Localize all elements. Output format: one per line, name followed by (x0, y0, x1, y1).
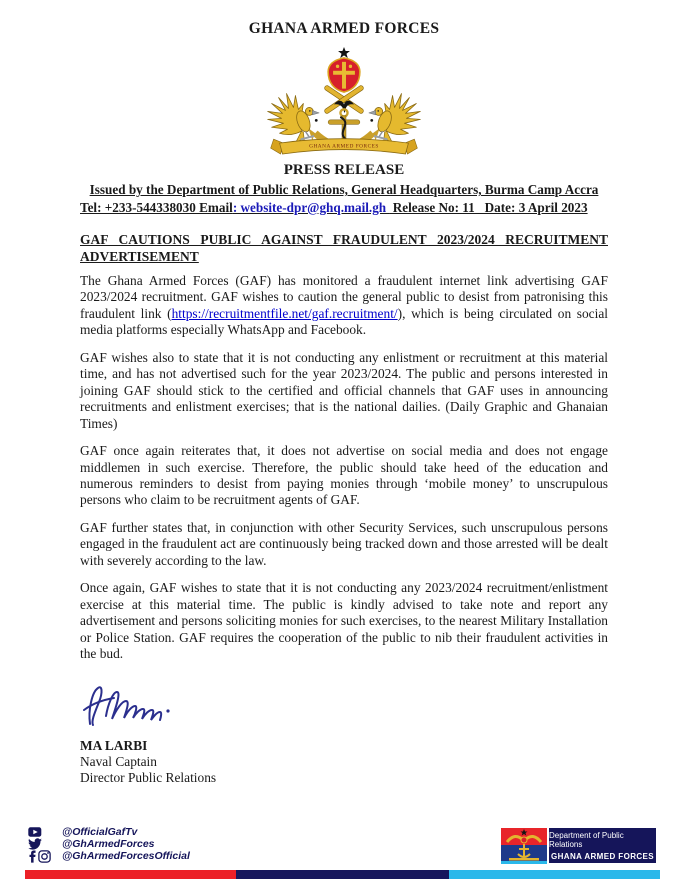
crest-banner-ribbon (271, 139, 418, 154)
department-badge-line-1: Department of Public Relations (549, 830, 624, 849)
handwritten-signature-icon (80, 680, 190, 732)
paragraph-4: GAF further states that, in conjunction with other Security Services, such unscrupulous persons engaged in the fraudulent act are continuously being tracked down and those arrested will be dealt with severely according to the law. (80, 519, 608, 568)
facebook-instagram-row (28, 850, 190, 862)
contact-line (80, 200, 608, 216)
release-info: Release No: 11 Date: 3 April 2023 (389, 200, 588, 215)
paragraph-3: GAF once again reiterates that, it does not advertise on social media and does not engage middlemen in such exercise. Therefore, the public should take heed of the education and numerous reminders to desist from paying monies through ‘mobile money’ to unscrupulous persons who claim to be recruitment agents of GAF. (80, 443, 608, 508)
crest-star-icon (338, 47, 350, 58)
signatory-block (80, 738, 608, 786)
paragraph-5: Once again, GAF wishes to state that it is not conducting any 2023/2024 recruitment/enlistment exercise at this material time. The public is kindly advised to take note and report any advertisement and persons soliciting monies for such exercises, to the nearest Military Installation or Police Station. GAF requires the cooperation of the public to nib their fraudulent activities in the bud. (80, 580, 608, 662)
footer-social-handles (28, 826, 190, 862)
twitter-handle: @GhArmedForces (62, 838, 155, 850)
paragraph-1-text-before: The Ghana Armed Forces (GAF) has monitored a fraudulent internet link advertising GAF 2023/2024 recruitment. GAF wishes to caution the general public to desist from patronising this fraudulent link ( (80, 273, 608, 321)
gaf-flag-icon (501, 828, 547, 864)
issued-by-line: Issued by the Department of Public Relations, General Headquarters, Burma Camp Accra (89, 182, 599, 197)
gaf-crest (80, 46, 608, 158)
fraudulent-url-link[interactable]: https://recruitmentfile.net/gaf.recruitment/ (171, 305, 398, 321)
twitter-icon (28, 838, 42, 850)
document-heading (80, 231, 608, 265)
signature-area (80, 680, 608, 785)
crest-left-eagle-icon (268, 94, 320, 148)
tel-text: Tel: +233-544338030 Email (80, 200, 233, 215)
crest-right-eagle-icon (369, 94, 421, 148)
facebook-icon (28, 850, 36, 863)
youtube-handle: @OfficialGafTv (62, 826, 138, 838)
bar-cyan-segment (449, 870, 660, 879)
paragraph-2: GAF wishes also to state that it is not conducting any enlistment or recruitment at this material time, and has not advertised such for the year 2023/2024. The public and persons interested in joining GAF should stick to the certified and official channels that GAF uses in announcing recruitments and enlistment exercises; that is the national dailies. (Daily Graphic and Ghanaian Times) (80, 349, 608, 431)
department-badge-line-2: GHANA ARMED FORCES (550, 851, 655, 861)
youtube-icon (28, 827, 42, 837)
twitter-row (28, 838, 190, 850)
heading-line-2: ADVERTISEMENT (80, 249, 199, 264)
document-org-title: GHANA ARMED FORCES (248, 20, 440, 37)
youtube-row (28, 826, 190, 838)
bar-navy-segment (236, 870, 449, 879)
instagram-icon (38, 850, 51, 863)
heading-line-1: GAF CAUTIONS PUBLIC AGAINST FRAUDULENT 2023/2024 RECRUITMENT (80, 232, 608, 247)
footer-tricolor-bar (25, 870, 660, 879)
gaf-coat-of-arms-icon (249, 46, 439, 158)
signatory-rank: Naval Captain (80, 753, 157, 769)
signatory-name: MA LARBI (80, 737, 148, 753)
email-link[interactable]: : website-dpr@ghq.mail.gh (232, 200, 390, 215)
gaf-flag-emblem (501, 828, 547, 869)
crest-banner-text: GHANA ARMED FORCES (309, 143, 379, 150)
paragraph-1-text-after: ), which is being circulated on social media platforms especially WhatsApp and Facebook. (80, 305, 608, 338)
press-release-label: PRESS RELEASE (283, 162, 405, 178)
department-badge (549, 828, 656, 863)
bar-red-segment (25, 870, 236, 879)
signatory-title: Director Public Relations (80, 769, 217, 785)
facebook-instagram-handle: @GhArmedForcesOfficial (62, 850, 190, 862)
paragraph-1 (80, 273, 608, 339)
